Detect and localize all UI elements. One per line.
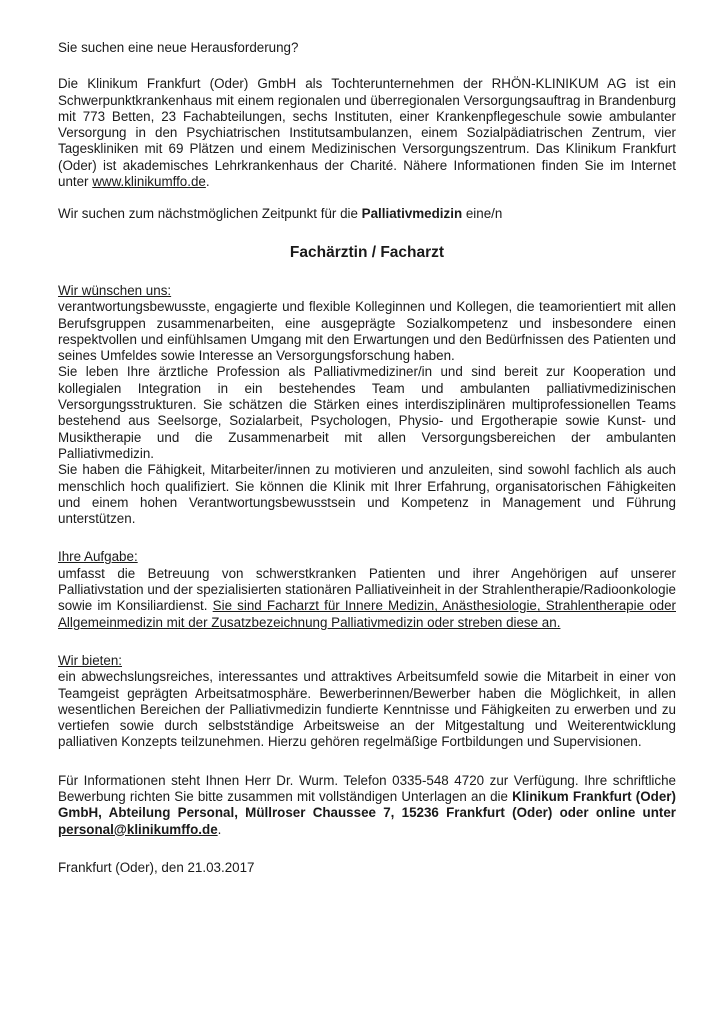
contact-paragraph: Für Informationen steht Ihnen Herr Dr. Wurm. Telefon 0335-548 4720 zur Verfügung. Ihre schriftliche Bewerbung richten Sie bitte zusammen mit vollständigen Unterlagen an die Klinikum Frankfurt (Oder) GmbH, Abteilung Personal, Müllroser Chaussee 7, 15236 Frankfurt (Oder) oder online unter personal@klinikumffo.de. bbox=[58, 772, 676, 837]
website-link[interactable]: www.klinikumffo.de bbox=[92, 174, 206, 190]
wishes-paragraph-2: Sie leben Ihre ärztliche Profession als Palliativmediziner/in und sind bereit zur Kooperation und kollegialen Integration in ein bestehendes Team und ambulanten palliativmedizinischen Versorgungsstrukturen. Sie schätzen die Stärken eines interdisziplinären multiprofessionellen Teams bestehend aus Seelsorge, Sozialarbeit, Psychologen, Physio- und Ergotherapie sowie Kunst- und Musiktherapie und die Zusammenarbeit mit allen Versorgungsbereichen der ambulanten Palliativmedizin. bbox=[58, 364, 676, 461]
offer-paragraph: ein abwechslungsreiches, interessantes und attraktives Arbeitsumfeld sowie die Mitarbeit in einer von Teamgeist geprägten Arbeitsatmosphäre. Bewerberinnen/Bewerber haben die Möglichkeit, in allen wesentlichen Bereichen der Palliativmedizin fundierte Kenntnisse und Fähigkeiten zu erwerben und zu vertiefen sowie durch selbstständige Arbeitsweise an der Mitgestaltung und Weiterentwicklung palliativen Konzepts teilzunehmen. Hierzu gehören regelmäßige Fortbildungen und Supervisionen. bbox=[58, 669, 676, 750]
qualification-requirement: Sie sind Facharzt für Innere Medizin, Anästhesiologie, Strahlentherapie oder Allgemeinmedizin mit der Zusatzbezeichnung Palliativmedizin oder streben diese an. bbox=[58, 598, 676, 630]
about-text: Die Klinikum Frankfurt (Oder) GmbH als Tochterunternehmen der RHÖN-KLINIKUM AG ist ein Schwerpunktkrankenhaus mit einem regionalen und überregionalen Versorgungsauftrag in Brandenburg mit 773 Betten, 23 Fachabteilungen, sechs Instituten, einer Krankenpflegeschule sowie ambulanter Versorgung in den Psychiatrischen Institutsambulanzen, einem Sozialpädiatrischen Zentrum, vier Tageskliniken mit 69 Plätzen und einem Medizinischen Versorgungszentrum. Das Klinikum Frankfurt (Oder) ist akademisches Lehrkrankenhaus der Charité. Nähere Informationen finden Sie im Internet unter bbox=[58, 76, 676, 190]
wishes-paragraph-1: verantwortungsbewusste, engagierte und flexible Kolleginnen und Kollegen, die teamorientiert mit allen Berufsgruppen zusammenarbeiten, eine ausgeprägte Sozialkompetenz und insbesondere einen respektvollen und einfühlsamen Umgang mit den Erwartungen und den Bedürfnissen des Patienten und seines Umfeldes sowie Interesse an Versorgungsforschung haben. bbox=[58, 299, 676, 364]
email-link[interactable]: personal@klinikumffo.de bbox=[58, 821, 218, 837]
offer-heading: Wir bieten: bbox=[58, 652, 122, 668]
intro-line: Sie suchen eine neue Herausforderung? bbox=[58, 40, 299, 55]
tasks-paragraph: umfasst die Betreuung von schwerstkranken Patienten und ihrer Angehörigen auf unserer Palliativstation und der spezialisierten stationären Palliativeinheit in der Strahlentherapie/Radioonkologie sowie im Konsiliardienst. Sie sind Facharzt für Innere Medizin, Anästhesiologie, Strahlentherapie oder Allgemeinmedizin mit der Zusatzbezeichnung Palliativmedizin oder streben diese an. bbox=[58, 565, 676, 630]
job-posting-page bbox=[58, 40, 676, 876]
place-date: Frankfurt (Oder), den 21.03.2017 bbox=[58, 859, 255, 875]
position-title: Fachärztin / Facharzt bbox=[289, 243, 445, 261]
about-paragraph: Die Klinikum Frankfurt (Oder) GmbH als Tochterunternehmen der RHÖN-KLINIKUM AG ist ein Schwerpunktkrankenhaus mit einem regionalen und überregionalen Versorgungsauftrag in Brandenburg mit 773 Betten, 23 Fachabteilungen, sechs Instituten, einer Krankenpflegeschule sowie ambulanter Versorgung in den Psychiatrischen Institutsambulanzen, einem Sozialpädiatrischen Zentrum, vier Tageskliniken mit 69 Plätzen und einem Medizinischen Versorgungszentrum. Das Klinikum Frankfurt (Oder) ist akademisches Lehrkrankenhaus der Charité. Nähere Informationen finden Sie im Internet unter www.klinikumffo.de. bbox=[58, 76, 676, 190]
application-address: Klinikum Frankfurt (Oder) GmbH, Abteilung Personal, Müllroser Chaussee 7, 15236 Frankfurt (Oder) oder online unter bbox=[58, 788, 676, 821]
wishes-heading: Wir wünschen uns: bbox=[58, 282, 172, 298]
wishes-paragraph-3: Sie haben die Fähigkeit, Mitarbeiter/innen zu motivieren und anzuleiten, sind sowohl fachlich als auch menschlich hoch qualifiziert. Sie können die Klinik mit Ihrer Erfahrung, organisatorischen Fähigkeiten und einem hohen Verantwortungsbewusstsein und Kompetenz in Management und Führung unterstützen. bbox=[58, 462, 676, 527]
search-line: Wir suchen zum nächstmöglichen Zeitpunkt für die Palliativmedizin eine/n bbox=[58, 206, 503, 222]
tasks-heading: Ihre Aufgabe: bbox=[58, 549, 138, 565]
department-name: Palliativmedizin bbox=[361, 206, 463, 222]
